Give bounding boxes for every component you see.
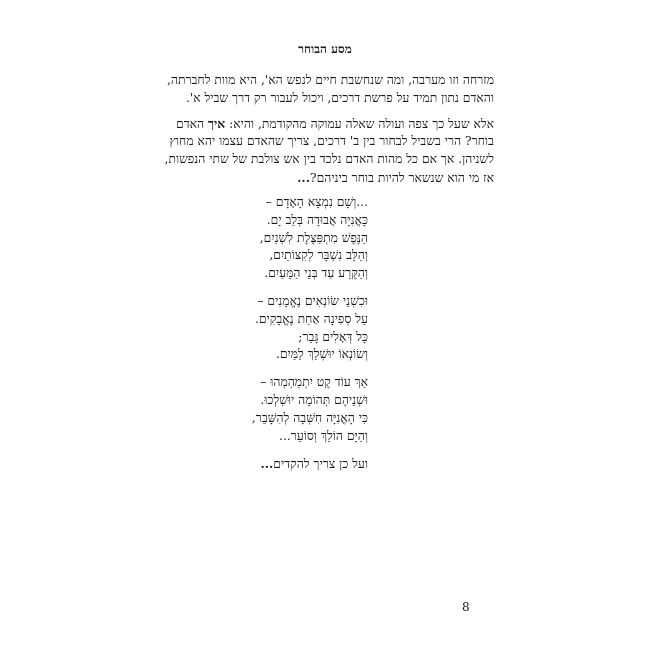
poem bbox=[158, 194, 368, 474]
poem-line: עַל סְפִינָה אַחַת נֶאֱבָקִים. bbox=[254, 311, 368, 326]
paragraph-line: בוחר? הרי בשביל לבחור בין ב' דרכים, צריך שהאדם עצמו יהא מחוץ bbox=[169, 134, 494, 149]
poem-line: וּשְׁנֵיהֶם תְּהוֹמָה יוּשְׁלְכוּ. bbox=[260, 392, 368, 407]
emphasis-ellipsis: ... bbox=[297, 169, 310, 185]
poem-line: וּכִשְׁנֵי שׂוֹנְאִים נֶאֱמָנִים – bbox=[257, 293, 368, 308]
paragraph-2 bbox=[158, 115, 494, 188]
paragraph-line: לשניהן. אך אם כל מהות האדם נלכד בין אש צולבת של שתי הנפשות, bbox=[164, 152, 494, 167]
poem-line: כָּאֳנִיָּה אֲבוּדָה בְּלֵב יָם. bbox=[266, 212, 368, 227]
poem-stanza-2 bbox=[158, 293, 368, 364]
closing-text: ועל כן צריך להקדים bbox=[273, 457, 368, 472]
poem-line: אַךְ עוֹד קֶט יִתְמַהְמְהוּ – bbox=[260, 375, 368, 390]
poem-line: כִּי הָאֳנִיָּה חִשְּׁבָה לְהִשָּׁבֵר, bbox=[251, 410, 368, 425]
poem-line: ...וְשָׁם נִמְצָא הָאָדָם – bbox=[265, 195, 368, 209]
poem-stanza-3 bbox=[158, 374, 368, 445]
paragraph-line: מזרחה וזו מערבה, ומה שנחשבת חיים לנפש הא', היא מוות לחברתה, bbox=[166, 73, 494, 87]
running-head: מסע הבוחר bbox=[298, 42, 352, 56]
poem-line: וְהַלֵּב נִשְׁבָּר לְקִצּוֹתַיִם, bbox=[269, 248, 368, 263]
poem-line: וְהַיָּם הוֹלֵךְ וְסוֹעֵר... bbox=[279, 428, 368, 443]
page-number: 8 bbox=[462, 600, 470, 614]
poem-stanza-1 bbox=[158, 194, 368, 283]
paragraph-line: האדם bbox=[176, 116, 208, 131]
paragraph-line: אלא שעל כך צפה ועולה שאלה עמוקה מהקודמת, והיא: bbox=[225, 116, 494, 131]
closing-line bbox=[158, 455, 368, 474]
paragraph-line: והאדם נתון תמיד על פרשת דרכים, ויכול לעבור רק דרך שביל א'. bbox=[185, 90, 494, 105]
poem-line: וְהַקֶּרַע עַד בְּנֵי הַמֵּעַיִם. bbox=[264, 266, 368, 281]
closing-ellipsis: ... bbox=[260, 456, 274, 472]
paragraph-1 bbox=[158, 72, 494, 108]
body-text bbox=[158, 72, 494, 195]
poem-line: וְשׂוֹנְאוֹ יוּשְׁלַךְ לַמַּיִם. bbox=[275, 347, 368, 362]
poem-line: כָּל דְּאָלִים גָּבַר; bbox=[298, 329, 368, 344]
paragraph-line: אז מי הוא שנשאר להיות בוחר ביניהם? bbox=[309, 170, 494, 185]
emphasis-text: איך bbox=[208, 115, 226, 131]
poem-line: הַנֶּפֶשׁ מִתְפַּצֶּלֶת לִשְׁנַיִם, bbox=[259, 230, 368, 245]
